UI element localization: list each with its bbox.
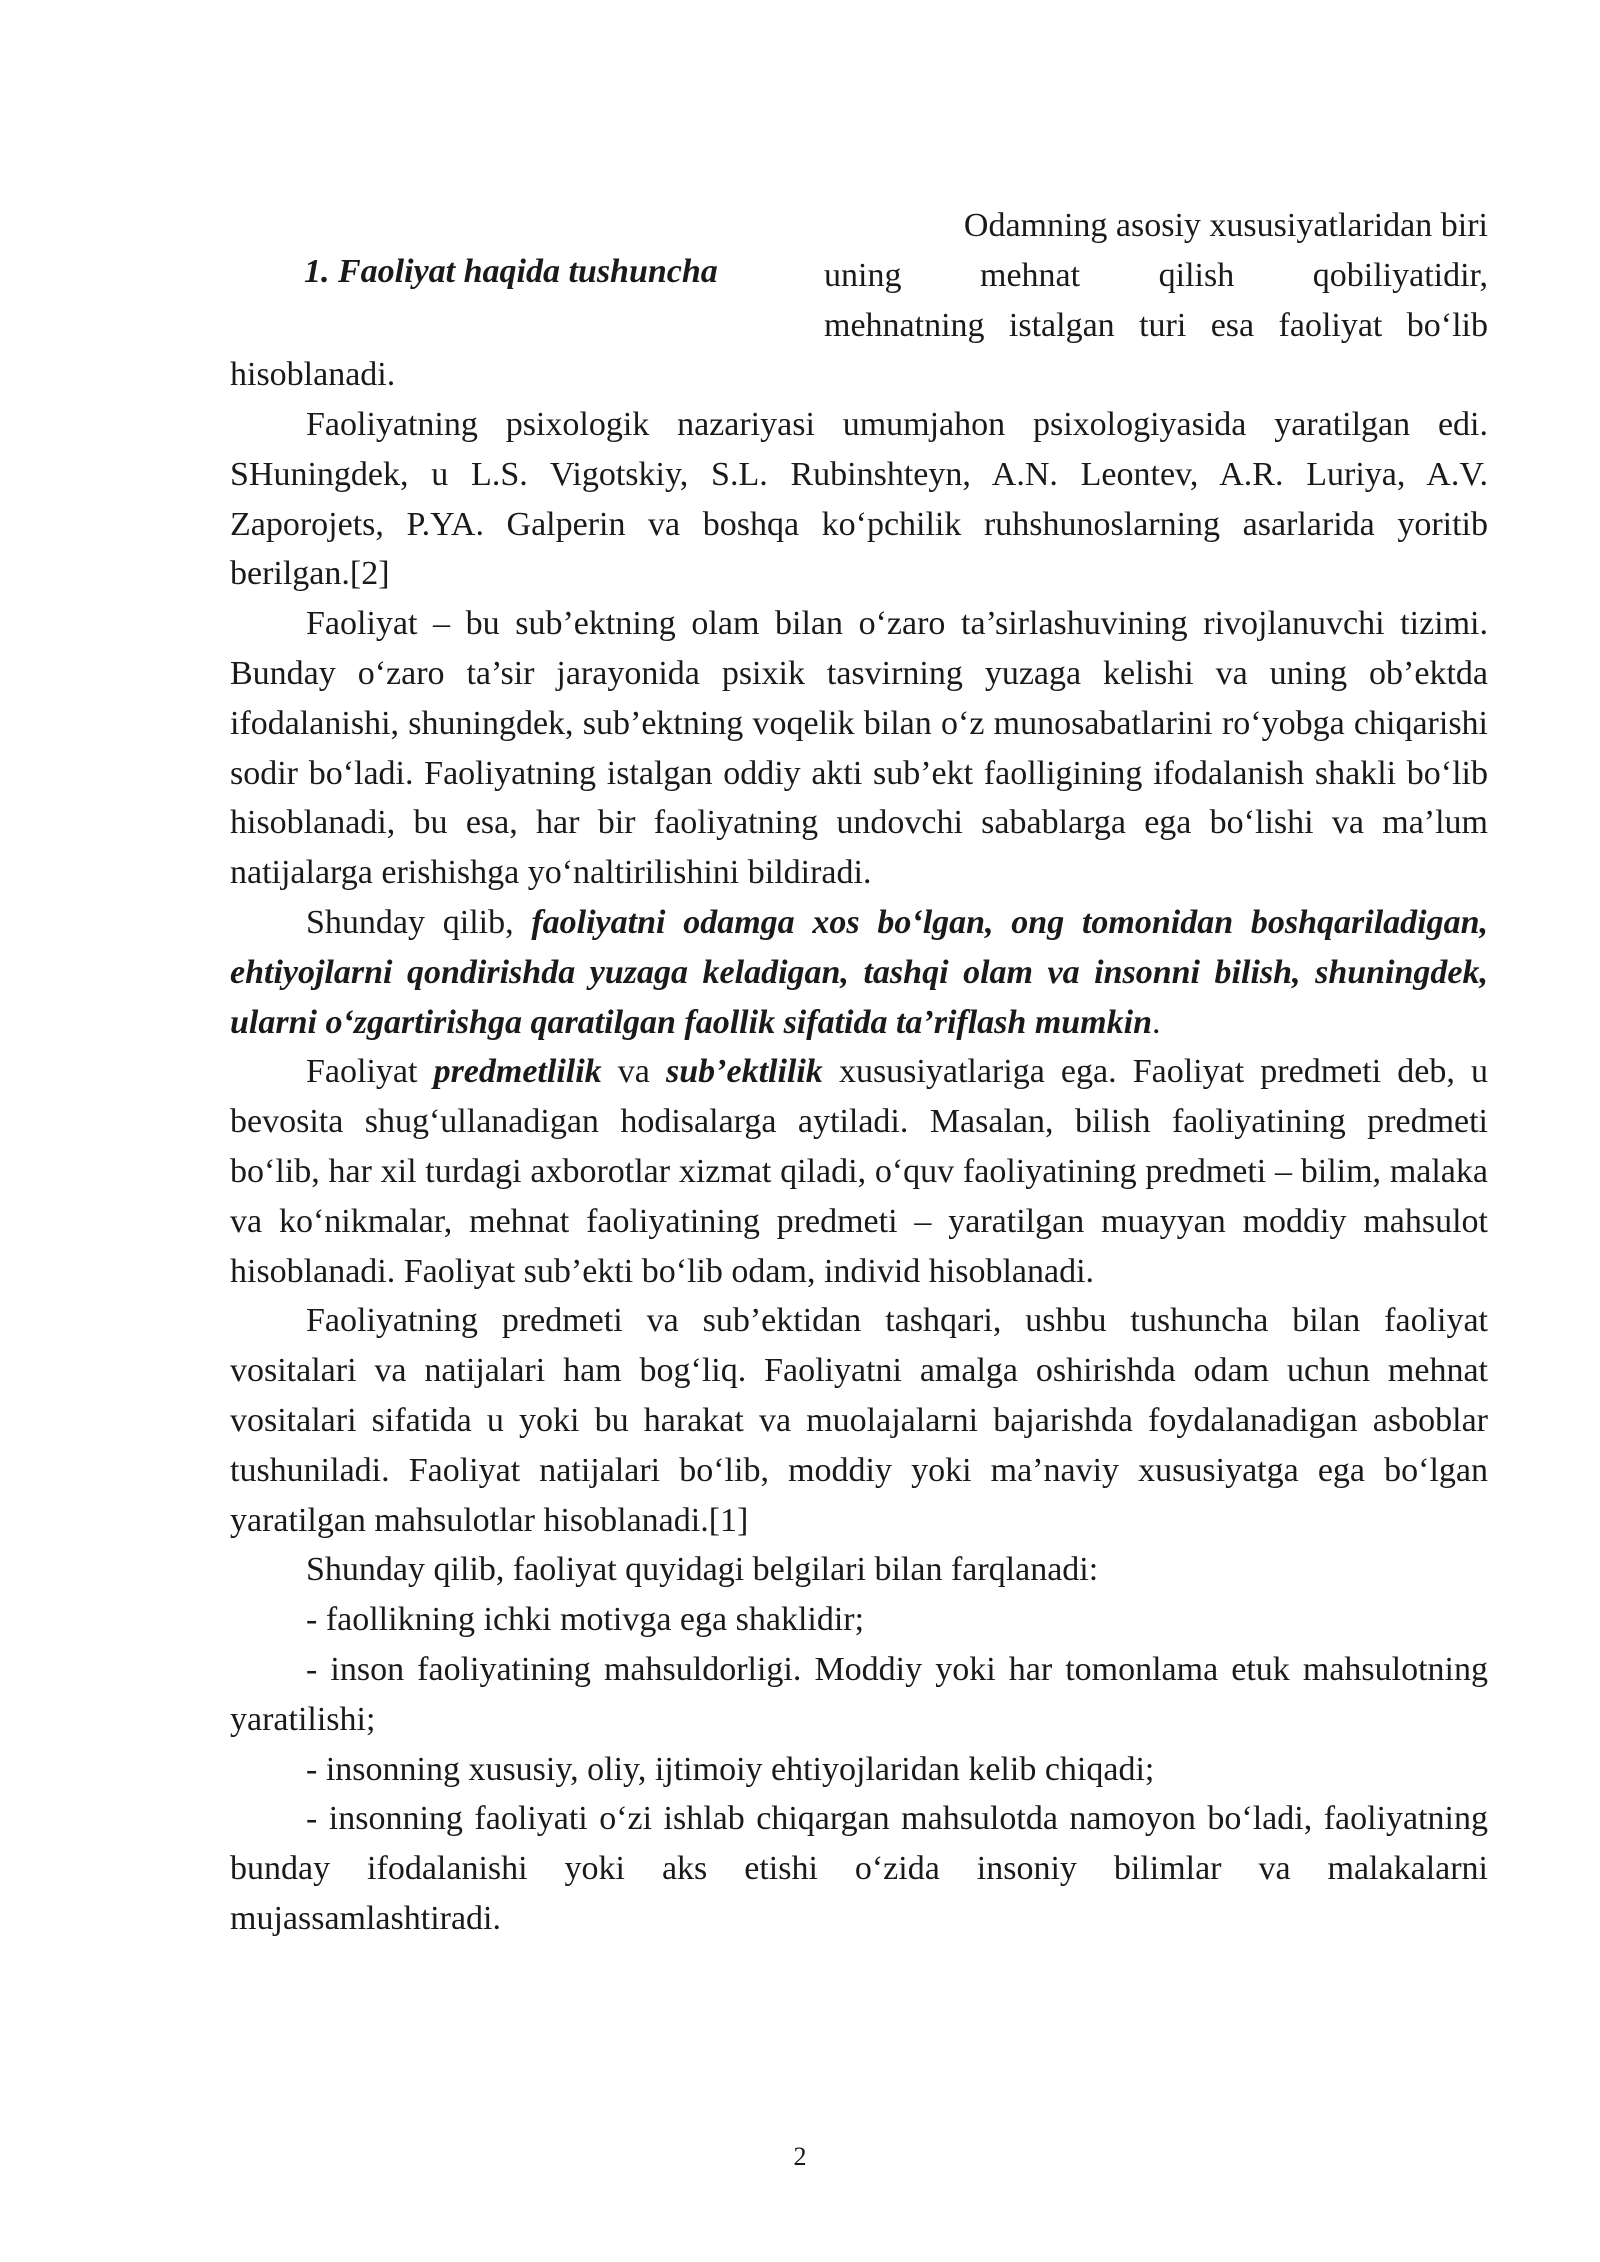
list-item-2: - inson faoliyatining mahsuldorligi. Moddiy yoki har tomonlama etuk mahsulotning yaratilishi; [230, 1650, 1488, 1738]
term-subektlilik: sub’ektlilik [666, 1053, 823, 1091]
term-predmetlilik: predmetlilik [433, 1053, 602, 1091]
paragraph-5: Faoliyatning predmeti va sub’ektidan tashqari, ushbu tushuncha bilan faoliyat vositalari va natijalari ham bog‘liq. Faoliyatni amalga oshirishda odam uchun mehnat vositalari sifatida u yoki bu harakat va muolajalarni bajarishda foydalanadigan asboblar tushuniladi. Faoliyat natijalari bo‘lib, moddiy yoki ma’naviy xususiyatga ega bo‘lgan yaratilgan mahsulotlar hisoblanadi.[1] [230, 1302, 1488, 1539]
paragraph-1: Faoliyatning psixologik nazariyasi umumjahon psixologiyasida yaratilgan edi. SHuningdek, u L.S. Vigotskiy, S.L. Rubinshteyn, A.N. Leontev, A.R. Luriya, A.V. Zaporojets, P.YA. Galperin va boshqa ko‘pchilik ruhshunoslarning asarlarida yoritib berilgan.[2] [230, 406, 1488, 593]
paragraph-4 [230, 1047, 1488, 1296]
intro-line-1: Odamning asosiy xususiyatlaridan biri [963, 207, 1488, 244]
paragraph-4-a: Faoliyat [306, 1053, 434, 1091]
paragraph-3-start: Shunday qilib, [306, 903, 532, 941]
intro-line-3: mehnatning istalgan turi esa faoliyat bo‘lib [824, 306, 1488, 344]
body-text [230, 400, 1488, 1944]
list-item-1: - faollikning ichki motivga ega shaklidir; [306, 1601, 865, 1639]
intro-line-2: uning mehnat qilish qobiliyatidir, [824, 256, 1488, 294]
page-number: 2 [793, 2142, 807, 2171]
intro-paragraph [824, 201, 1488, 350]
paragraph-3 [230, 898, 1488, 1047]
paragraph-4-d: xususiyatlariga ega. Faoliyat predmeti deb, u bevosita shug‘ullanadigan hodisalarga aytiladi. Masalan, bilish faoliyatining predmeti bo‘lib, har xil turdagi axborotlar xizmat qiladi, o‘quv faoliyatining predmeti – bilim, malaka va ko‘nikmalar, mehnat faoliyatining predmeti – yaratilgan muayyan moddiy mahsulot hisoblanadi. Faoliyat sub’ekti bo‘lib odam, individ hisoblanadi. [230, 1053, 1488, 1290]
definition-emphasis: faoliyatni odamga xos bo‘lgan, ong tomonidan boshqariladigan, ehtiyojlarni qondirishda yuzaga keladigan, tashqi olam va insonni bilish, shuningdek, ularni o‘zgartirishga qaratilgan faollik sifatida ta’riflash mumkin [230, 903, 1488, 1041]
paragraph-4-c: va [601, 1053, 667, 1091]
list-item-4: - insonning faoliyati o‘zi ishlab chiqargan mahsulotda namoyon bo‘ladi, faoliyatning bunday ifodalanishi yoki aks etishi o‘zida insoniy bilimlar va malakalarni mujassamlashtiradi. [230, 1800, 1488, 1937]
paragraph-3-end: . [1151, 1003, 1161, 1041]
list-item-3: - insonning xususiy, oliy, ijtimoiy ehtiyojlaridan kelib chiqadi; [306, 1750, 1155, 1788]
paragraph-2: Faoliyat – bu sub’ektning olam bilan o‘zaro ta’sirlashuvining rivojlanuvchi tizimi. Bunday o‘zaro ta’sir jarayonida psixik tasvirning yuzaga kelishi va uning ob’ektda ifodalanishi, shuningdek, sub’ektning voqelik bilan o‘z munosabatlarini ro‘yobga chiqarishi sodir bo‘ladi. Faoliyatning istalgan oddiy akti sub’ekt faolligining ifodalanish shakli bo‘lib hisoblanadi, bu esa, har bir faoliyatning undovchi sabablarga ega bo‘lishi va ma’lum natijalarga erishishga yo‘naltirilishini bildiradi. [230, 605, 1488, 892]
section-heading: 1. Faoliyat haqida tushuncha [304, 253, 718, 290]
paragraph-6: Shunday qilib, faoliyat quyidagi belgilari bilan farqlanadi: [306, 1551, 1099, 1589]
intro-tail: hisoblanadi. [230, 356, 396, 393]
